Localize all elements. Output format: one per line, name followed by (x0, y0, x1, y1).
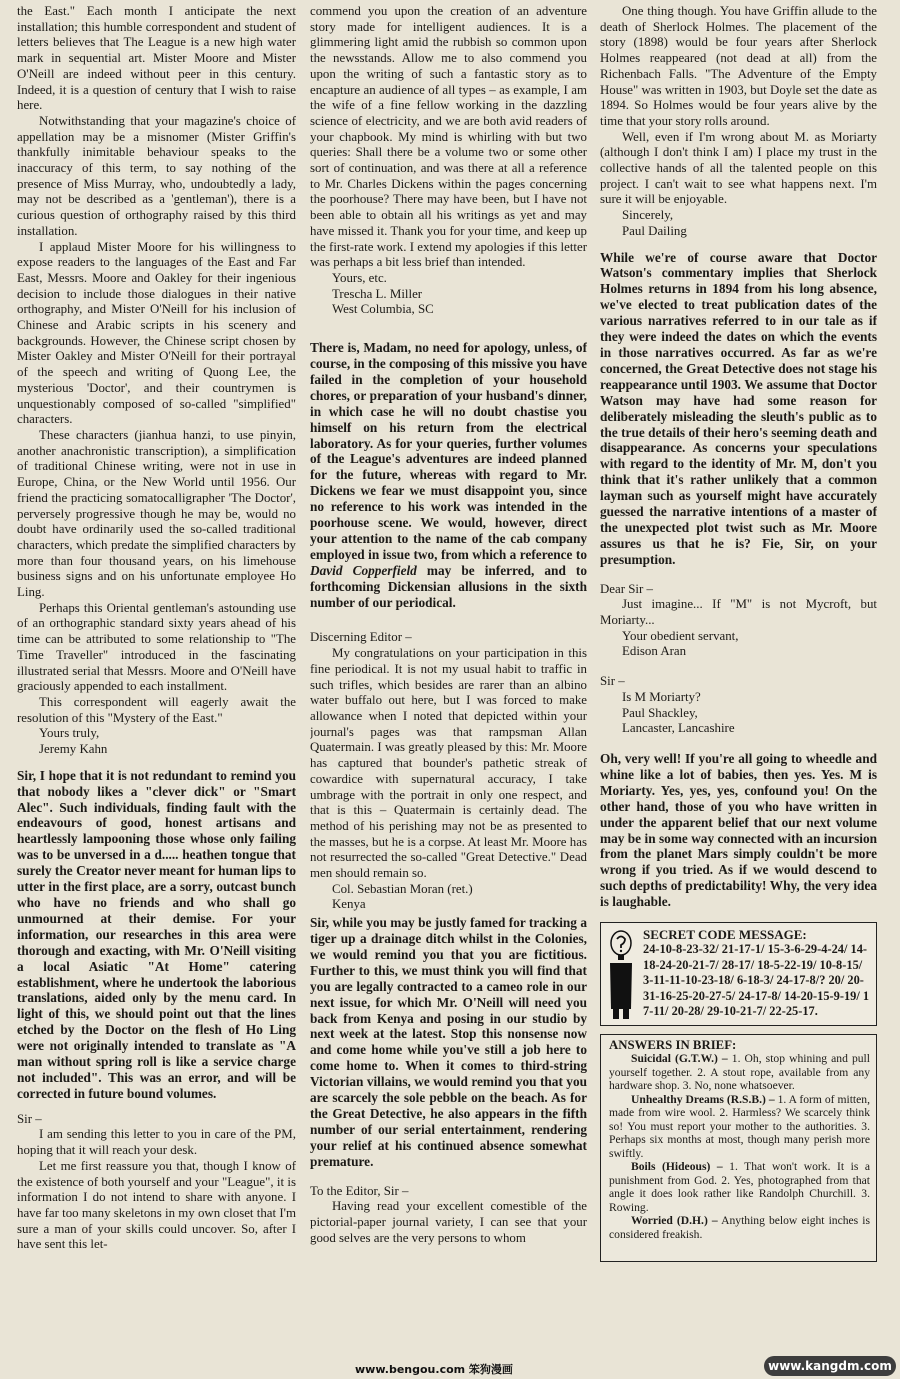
letter-signoff: Yours truly, (39, 726, 100, 741)
letter-signature: Col. Sebastian Moran (ret.) (332, 881, 473, 896)
column-middle (310, 4, 587, 1361)
letter-salutation: Sir – (600, 674, 625, 689)
editor-response (310, 340, 587, 610)
letter-signature: Paul Shackley, (622, 705, 698, 720)
letter-text: Perhaps this Oriental gentleman's astounding use of an orthographic standard sixty years ahead of his time can be attributed to some relationship to "The Time Traveller" introduced in the fascinating illustrated serial that Messrs. Moore and O'Neill have graciously appended to each installment. (17, 600, 296, 694)
letter-text: I applaud Mister Moore for his willingness to expose readers to the languages of the East and Far East, Messrs. Moore and Oakley for their ingenious decision to include those dialogues in their native orthography, and Mister O'Neill for his inclusion of Chinese and Arabic scripts in his scenery and backgrounds. However, the Chinese script chosen by Mister Oakley and Mister O'Neill for their portrayal of the speech and writing of Quong Lee, the mysterious 'Doctor', and their countrymen is unquestionably composed of so-called "simplified" characters. (17, 239, 296, 427)
answer-heading: Boils (Hideous) – (631, 1160, 723, 1174)
letter-signature: Paul Dailing (622, 223, 687, 238)
answer-item (609, 1052, 870, 1093)
answers-in-brief-box (600, 1034, 877, 1262)
letter-location: Lancaster, Lancashire (622, 721, 735, 736)
letter-text: Just imagine... If "M" is not Mycroft, but Moriarty... (600, 597, 877, 628)
letter-signature: Trescha L. Miller (332, 286, 423, 301)
letter-text: These characters (jianhua hanzi, to use pinyin, another anachronistic transcription), a simplification of traditional Chinese writing, were not in use in Europe, China, or the New World until 1956. Our friend the practicing somatocalligrapher 'The Doctor', perversely progressive though he may be, would no doubt have ordinarily used the so-called traditional characters, which predate the simplified characters by more than four thousand years, on his limehouse business signs and on his unfortunate employee Ho Ling. (17, 427, 296, 600)
letter-text: Notwithstanding that your magazine's choice of appellation may be a misnomer (Mister Griffin's thankfully inimitable behaviour speaks to the inaccuracy of this term, to say nothing of the presence of Miss Murray, who, undoubtedly a lady, may not be described as a 'gentleman'), there is a curious question of orthography raised by this third installation. (17, 113, 296, 238)
letter-salutation: Sir – (17, 1111, 42, 1126)
answer-text: 1. Oh, stop whining and pull yourself together. 2. A stout rope, available from any hardware shop. 3. No, none whatsoever. (609, 1052, 870, 1093)
code-title: SECRET CODE MESSAGE: (643, 927, 807, 943)
letter-text: Well, even if I'm wrong about M. as Moriarty (although I don't think I am) I place my trust in the collective hands of all the talented people on this project. I can't wait to see what happens next. I'm sure it will be enjoyable. (600, 129, 877, 207)
answers-title: ANSWERS IN BRIEF: (609, 1038, 737, 1053)
answer-heading: Suicidal (G.T.W.) – (631, 1052, 728, 1066)
answer-item (609, 1214, 870, 1241)
letter-text: This correspondent will eagerly await the resolution of this "Mystery of the East." (17, 694, 296, 725)
secret-code-box (600, 922, 877, 1026)
answer-item (609, 1160, 870, 1214)
answer-item (609, 1093, 870, 1161)
column-left (17, 4, 296, 1361)
column-right (600, 4, 877, 1361)
letter-text: Having read your excellent comestible of the pictorial-paper journal variety, I can see that your good selves are the very persons to whom (310, 1199, 587, 1245)
letter-text: the East." Each month I anticipate the next installation; this humble correspondent and student of letters believes that The League is a new high water mark in sequential art. Mister Moore and Mister O'Neill are indeed without peer in this century. Indeed, it is a question of century that I wish to raise here. (17, 4, 296, 113)
letter-location: West Columbia, SC (332, 302, 434, 317)
letter-location: Kenya (332, 897, 366, 912)
answer-text: 1. A form of mitten, made from wire wool. 2. Harmless? We scarcely think so! You must report your mother to the authorities. 3. Perhaps six months at most, though many perish more swiftly. (609, 1092, 870, 1160)
letter-salutation: Discerning Editor – (310, 630, 412, 645)
answer-text: 1. That won't work. It is a punishment from God. 2. Yes, photographed from that angle it does look rather like Randolph Churchill. 3. Rowing. (609, 1160, 870, 1214)
editor-response: Oh, very well! If you're all going to wheedle and whine like a lot of babies, then yes. Yes. M is Moriarty. Yes, yes, yes, confound you! On the other hand, those of you who have written in under the apparent belief that our next volume may be in some way connected with an incursion from the planet Mars simply couldn't be more wrong if you tried. As if we would descend to such depths of predictability! Why, the very idea is laughable. (600, 751, 877, 910)
letter-signoff: Sincerely, (622, 208, 674, 223)
editor-response: While we're of course aware that Doctor Watson's commentary implies that Sherlock Holmes returns in 1894 from his long absence, we've elected to treat publication dates of the various narratives referred to in our tale as if they were indeed the dates on which the events in those narratives occurred. As far as we're concerned, the Great Detective does not stage his reappearance until 1903. We assume that Doctor Watson may have had some reason for deliberately misleading the sleuth's public as to the true details of their hero's seeming death and disappearance. As concerns your speculations with regard to the identity of Mr. M, don't you think that it's rather unlikely that a common layman such as yourself might have accurately guessed the narrative intentions of a master of the unexpected plot twist such as Mr. Moore assures us that he is? Fie, Sir, on your presumption. (600, 249, 877, 567)
letter-text: My congratulations on your participation in this fine periodical. It is not my usual habit to traffic in such trifles, which besides are rarer than an albino water buffalo out here, but I was forced to make allowance when I noted that depicted within your journal's pages was that rampsman Allan Quatermain. I was greatly pleased by this: Mr. Moore has captured that bounder's pathetic streak of cowardice with supernatural accuracy, I take umbrage with the portrait in only one respect, and that is this – Quatermain is certainly dead. The method of his perishing may not be as presented to the masses, but he is a corpse. At least Mr. Moore has not resurrected the so-called "Great Detective." Dead men should remain so. (310, 646, 587, 881)
answer-heading: Worried (D.H.) – (631, 1214, 718, 1228)
letter-signature: Edison Aran (622, 644, 687, 659)
watermark-kangdm: www.kangdm.com (764, 1356, 896, 1376)
response-text: There is, Madam, no need for apology, unless, of course, in the composing of this missive you have failed in the completion of your household chores, or preparation of your husband's dinner, in which case he will no doubt chastise you himself on his return from the electrical laboratory. As for your queries, further volumes of the League's adventures are indeed planned for the future, whereas with regard to Mr. Dickens we fear we must disappoint you, since no reference to his work was intended in the poorhouse scene. We would, however, direct your attention to the name of the cab company employed in issue two, from which a reference to (310, 340, 587, 562)
letter-signoff: Yours, etc. (332, 270, 387, 285)
letter-salutation: Dear Sir – (600, 581, 653, 596)
letter-salutation: To the Editor, Sir – (310, 1183, 409, 1198)
editor-response: Sir, while you may be justly famed for tracking a tiger up a drainage ditch whilst in the Colonies, we would remind you that you are fictitious. Further to this, we must think you will find that you are legally contracted to a cameo role in our next issue, for which Mr. O'Neill will need you back from Kenya and posing in our studio by next week at the latest. Stop this nonsense now and come home while you've still a job here to come home to. When it comes to third-string Victorian villains, we would remind you that you are scarcely the sole pebble on the beach. As for the Great Detective, he also appears in the fifth number of our serial entertainment, rendering your relief at his continued absence somewhat premature. (310, 915, 587, 1169)
letter-text: I am sending this letter to you in care of the PM, hoping that it will reach your desk. (17, 1127, 296, 1158)
response-text: may be inferred, and to forthcoming Dickensian allusions in the sixth number of our periodical. (310, 562, 587, 610)
letter-text: One thing though. You have Griffin allude to the death of Sherlock Holmes. The placement of the story (1898) would be four years after Sherlock Holmes reappeared (not dead at all) from the Richenbach Falls. "The Adventure of the Empty House" was written in 1903, but Doyle set the date as 1894. So Holmes would be four years alive by the time that your story rolls around. (600, 4, 877, 128)
answer-heading: Unhealthy Dreams (R.S.B.) – (631, 1092, 775, 1106)
letter-text: commend you upon the creation of an adventure story made for intelligent audiences. It is a glimmering light amid the rubbish so common upon the newsstands. Allow me to also commend you upon the writing of such a fantastic story as to encapture an audience of all types – as example, I am the wife of a fine fellow working in the dazzling science of electricity, and we are both avid readers of your chapbook. My mind is whirling with but two queries: Shall there be a volume two or some other sort of continuation, and was there at all a reference to Mr. Charles Dickens within the pages concerning the poorhouse? There may have been, but I have not been able to obtain all his writings as yet and may have missed it. Thank you for your time, and keep up the first-rate work. I extend my apologies if this letter was perhaps a bit less brief than intended. (310, 4, 587, 270)
letter-signoff: Your obedient servant, (622, 628, 739, 643)
letter-text: Is M Moriarty? (622, 689, 701, 704)
answer-text: Anything below eight inches is considered freakish. (609, 1214, 870, 1241)
letter-text: Let me first reassure you that, though I know of the existence of both yourself and your "League", it is information I do not intend to share with anyone. I have far too many skeletons in my own closet that I'm sure a man of your skills could uncover. So, after I have sent this let- (17, 1158, 296, 1252)
code-message: 24-10-8-23-32/ 21-17-1/ 15-3-6-29-4-24/ 14-18-24-20-21-7/ 28-17/ 18-5-22-19/ 10-8-15/ 3-11-11-10-23-18/ 6-18-3/ 24-17-8/? 20/ 20-31-16-25-20-27-5/ 24-17-8/ 14-20-15-9-19/ 17-11/ 20-28/ 29-10-21-7/ 22-25-17. (643, 942, 870, 1019)
response-title-italic: David Copperfield (310, 562, 417, 578)
watermark-bengou: www.bengou.com 笨狗漫画 (355, 1363, 513, 1376)
editor-response: Sir, I hope that it is not redundant to remind you that nobody likes a "clever dick" or "Smart Alec". Such individuals, finding fault with the endeavours of good, honest artisans and heartlessly lampooning those whose only failing was to be unversed in a d..... heathen tongue that surely the Creator never meant for human lips to utter in the first place, are a sorry, outcast bunch who have no friends and who shall go unmourned at their demise. For your information, our researches in this area were thorough and exacting, with Mr. O'Neill visiting a local Asiatic "At Home" catering establishment, where he undertook the laborious translations, aided only by the menu card. In light of this, we should point out that the lines etched by the Doctor on the flesh of Ho Ling were not originally intended to translate as "A man without spring roll is like a service charge not included". This was an error, and will be corrected in future bound volumes. (17, 767, 296, 1101)
mystery-man-icon (605, 929, 637, 1021)
letter-signature: Jeremy Kahn (39, 742, 108, 757)
